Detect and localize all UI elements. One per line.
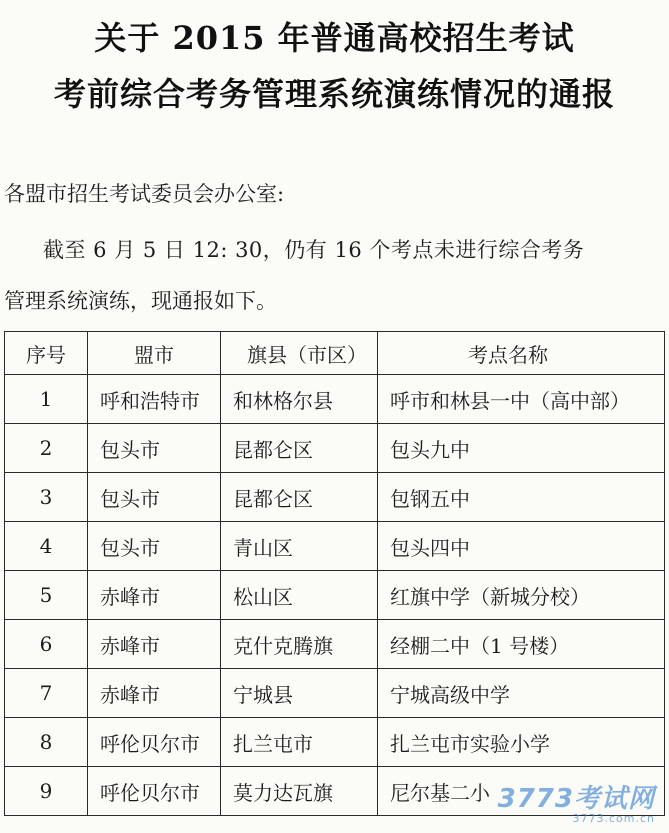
- cell-index: 5: [5, 571, 88, 620]
- cell-index: 1: [5, 375, 88, 424]
- cell-league-city: 包头市: [88, 473, 221, 522]
- cell-index: 2: [5, 424, 88, 473]
- cell-county: 昆都仑区: [221, 424, 378, 473]
- table-row: [5, 473, 665, 522]
- table-row: [5, 522, 665, 571]
- table-row: [5, 669, 665, 718]
- cell-exam-site: 经棚二中（1 号楼）: [378, 620, 665, 669]
- cell-league-city: 呼伦贝尔市: [88, 718, 221, 767]
- cell-exam-site: 扎兰屯市实验小学: [378, 718, 665, 767]
- header-exam-site: 考点名称: [378, 332, 665, 375]
- cell-index: 4: [5, 522, 88, 571]
- cell-county: 青山区: [221, 522, 378, 571]
- cell-index: 9: [5, 767, 88, 816]
- watermark-logo: 3773考试网: [497, 784, 655, 814]
- cell-league-city: 呼和浩特市: [88, 375, 221, 424]
- cell-league-city: 赤峰市: [88, 620, 221, 669]
- cell-county: 宁城县: [221, 669, 378, 718]
- cell-index: 7: [5, 669, 88, 718]
- cell-index: 8: [5, 718, 88, 767]
- body-text-line-1: 截至 6 月 5 日 12: 30，仍有 16 个考点未进行综合考务: [43, 238, 585, 262]
- salutation: 各盟市招生考试委员会办公室:: [4, 182, 285, 206]
- cell-county: 昆都仑区: [221, 473, 378, 522]
- cell-county: 克什克腾旗: [221, 620, 378, 669]
- cell-league-city: 呼伦贝尔市: [88, 767, 221, 816]
- watermark-url: 3773.com.cn: [572, 812, 655, 825]
- cell-league-city: 包头市: [88, 424, 221, 473]
- cell-exam-site: 包钢五中: [378, 473, 665, 522]
- cell-league-city: 包头市: [88, 522, 221, 571]
- cell-county: 莫力达瓦旗: [221, 767, 378, 816]
- header-league-city: 盟市: [88, 332, 221, 375]
- exam-site-table: [4, 331, 665, 816]
- body-text-line-2: 管理系统演练，现通报如下。: [4, 289, 277, 313]
- table-row: [5, 375, 665, 424]
- document-title-line-2: 考前综合考务管理系统演练情况的通报: [53, 75, 615, 113]
- cell-county: 扎兰屯市: [221, 718, 378, 767]
- table-row: [5, 718, 665, 767]
- cell-league-city: 赤峰市: [88, 571, 221, 620]
- site-watermark: [498, 785, 655, 825]
- header-index: 序号: [5, 332, 88, 375]
- header-county: 旗县（市区）: [221, 332, 378, 375]
- cell-exam-site: 包头四中: [378, 522, 665, 571]
- table-body: [5, 375, 665, 816]
- cell-index: 6: [5, 620, 88, 669]
- table-row: [5, 571, 665, 620]
- cell-exam-site: 宁城高级中学: [378, 669, 665, 718]
- document-title-line-1: 关于 2015 年普通高校招生考试: [94, 19, 575, 57]
- table-row: [5, 620, 665, 669]
- cell-exam-site: 红旗中学（新城分校）: [378, 571, 665, 620]
- cell-exam-site: 呼市和林县一中（高中部）: [378, 375, 665, 424]
- cell-index: 3: [5, 473, 88, 522]
- cell-exam-site: 包头九中: [378, 424, 665, 473]
- cell-exam-site: 尼尔基二小: [378, 767, 665, 816]
- table-row: [5, 424, 665, 473]
- cell-county: 松山区: [221, 571, 378, 620]
- table-header-row: [5, 332, 665, 375]
- cell-county: 和林格尔县: [221, 375, 378, 424]
- cell-league-city: 赤峰市: [88, 669, 221, 718]
